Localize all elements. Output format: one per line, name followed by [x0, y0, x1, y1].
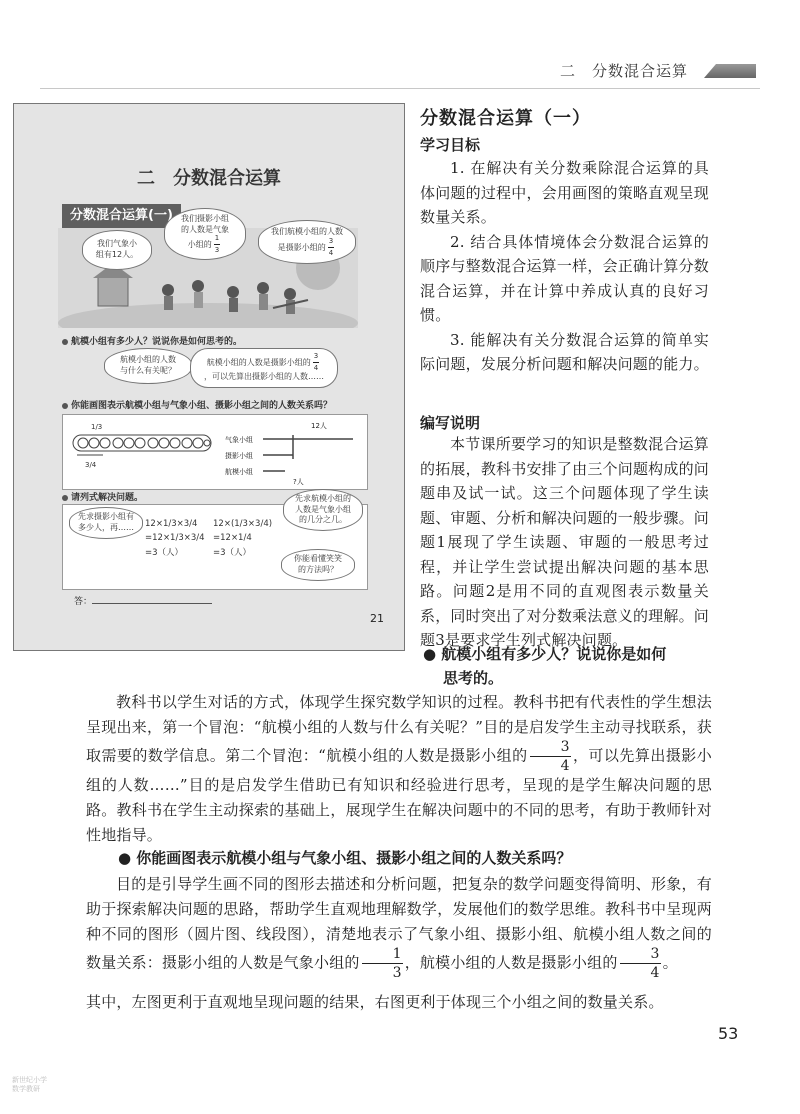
header-tab-decoration — [704, 64, 756, 78]
calc-line: =12×1/3×3/4 — [145, 533, 205, 544]
bubble-text: 多少人，再…… — [78, 523, 134, 532]
bubble-text: 先求摄影小组有 — [78, 512, 134, 522]
calc-line: 12×(1/3×3/4) — [213, 519, 273, 529]
fraction-one-third — [214, 235, 220, 254]
bubble-text: ，可以先算出摄影小组的人数…… — [204, 372, 324, 382]
textbook-page-image — [13, 103, 405, 651]
bullet-question-1 — [423, 642, 713, 690]
fraction-numerator: 1 — [214, 235, 220, 245]
fraction-denominator: 4 — [328, 248, 334, 257]
bubble-calc-right-bottom — [281, 549, 355, 581]
question-text: 你能画图表示航模小组与气象小组、摄影小组之间的人数关系吗？ — [71, 401, 333, 411]
answer-blank — [92, 603, 212, 604]
bubble-text: 先求航模小组的 — [295, 493, 351, 503]
bubble-calc-right-top — [283, 489, 363, 531]
bullet-line: ● 航模小组有多少人？说说你是如何 — [423, 645, 667, 663]
paragraph-text: 。 — [662, 953, 678, 972]
bubble-calc-left — [69, 507, 143, 539]
bullet-question-2: ● 你能画图表示航模小组与气象小组、摄影小组之间的人数关系吗？ — [118, 849, 572, 867]
fraction-one-third — [362, 947, 403, 980]
bubble-text: 的方法吗？ — [298, 565, 338, 574]
bubble-text: 我们气象小 — [97, 239, 137, 249]
fraction-numerator: 1 — [362, 947, 403, 964]
fraction-denominator: 4 — [313, 364, 319, 373]
fraction-denominator: 4 — [650, 965, 660, 981]
goals-list — [420, 156, 709, 377]
body-paragraph-2 — [86, 872, 712, 980]
segment-label-photo: 摄影小组 — [225, 452, 253, 460]
bubble-text: 组有12人。 — [95, 250, 139, 259]
answer-line — [74, 594, 212, 607]
calc-right — [213, 517, 272, 560]
bubble-q1-right — [190, 348, 338, 388]
calc-line: =3（人） — [213, 547, 252, 558]
paragraph-text: 教科书以学生对话的方式，体现学生探究数学知识的过程。教科书把有代表性的学生想法呈现出来，第一个冒泡：“航模小组的人数与什么有关呢？”目的是启发学生主动寻找联系，获取需要的数学信息。第二个冒泡：“航模小组的人数是摄影小组的 — [86, 693, 712, 765]
question-text: 请列式解决问题。 — [71, 493, 144, 503]
bullet-dot — [62, 339, 68, 345]
fraction-denominator: 3 — [392, 965, 402, 981]
bubble-text: 航模小组的人数 — [120, 355, 176, 365]
section-title: 分数混合运算（一） — [420, 108, 591, 129]
segment-total: 12人 — [311, 422, 327, 430]
diagram-panel — [62, 414, 368, 490]
bubble-text: 我们航模小组的人数 — [271, 227, 343, 237]
fraction-numerator: 3 — [620, 947, 661, 964]
body-paragraph-2-end: 其中，左图更利于直观地呈现问题的结果，右图更利于体现三个小组之间的数量关系。 — [86, 993, 664, 1011]
page-number: 53 — [718, 1024, 739, 1043]
bubble-text: 是摄影小组的 — [277, 242, 326, 252]
fraction-numerator: 3 — [328, 238, 334, 248]
textbook-page-number: 21 — [370, 612, 384, 625]
fraction-numerator: 3 — [313, 353, 319, 363]
bubble-weather-group — [82, 230, 152, 270]
bullet-line: 思考的。 — [443, 669, 504, 687]
bubble-q1-left — [104, 348, 192, 384]
segment-label-model: 航模小组 — [225, 468, 253, 476]
watermark-line: 新世纪小学 — [12, 1076, 47, 1084]
watermark-line: 数学教研 — [12, 1085, 40, 1094]
bubble-model-group — [258, 220, 356, 264]
segment-unknown: ?人 — [293, 478, 304, 486]
bubble-text: 人数是气象小组 — [295, 504, 351, 514]
running-header: 二 分数混合运算 — [560, 62, 689, 80]
question-text: 航模小组有多少人？说说你是如何思考的。 — [71, 337, 243, 347]
fraction-three-fourths — [620, 947, 661, 980]
segment-label-weather: 气象小组 — [225, 436, 253, 444]
notes-paragraph: 本节课所要学习的知识是整数混合运算的拓展，教科书安排了由三个问题构成的问题串及试一试。这三个问题体现了学生读题、审题、分析和解决问题的一般步骤。问题1展现了学生读题、审题的一般思考过程，并让学生尝试提出解决问题的基本思路。问题2是用不同的直观图表示数量关系，同时突出了对分数乘法意义的理解。问题3是要求学生列式解决问题。 — [420, 435, 709, 649]
goal-item: 2. 结合具体情境体会分数混合运算的顺序与整数混合运算一样，会正确计算分数混合运算，并在计算中养成认真的良好习惯。 — [420, 232, 709, 324]
bullet-dot — [62, 403, 68, 409]
fraction-denominator: 4 — [560, 758, 570, 774]
textbook-question-3 — [62, 490, 143, 503]
bubble-text: 我们摄影小组 — [181, 213, 229, 223]
fraction-denominator: 3 — [214, 246, 220, 255]
calc-line: =12×1/4 — [213, 533, 252, 544]
calc-line: 12×1/3×3/4 — [145, 519, 198, 529]
textbook-question-2 — [62, 398, 332, 411]
calc-left — [145, 517, 205, 560]
fraction-three-fourths — [328, 238, 334, 257]
textbook-question-1 — [62, 334, 242, 347]
textbook-lesson-title: 分数混合运算(一) — [62, 204, 181, 228]
paragraph-text: ，航模小组的人数是摄影小组的 — [404, 953, 618, 972]
textbook-chapter-title: 二 分数混合运算 — [137, 168, 281, 189]
goals-heading: 学习目标 — [420, 136, 481, 154]
bubble-photo-group — [164, 208, 246, 260]
bubble-text: 你能看懂笑笑 — [294, 554, 342, 564]
paragraph-text: 目的是引导学生画不同的图形去描述和分析问题，把复杂的数学问题变得简明、形象，有助于探索解决问题的思路，帮助学生直观地理解数学，发展他们的数学思维。教科书中呈现两种不同的图形（圆片图、线段图），清楚地表示了气象小组、摄影小组、航模小组人数之间的数量关系：摄影小组的人数是气象小组的 — [86, 875, 712, 972]
paragraph-text: ，可以先算出摄影小组的人数……”目的是启发学生借助已有知识和经验进行思考，呈现的是学生解决问题的思路。教科书在学生主动探索的基础上，展现学生在解决问题中的不同的思考，有助于教师针对性地指导。 — [86, 746, 712, 844]
answer-label: 答： — [74, 597, 93, 607]
fraction-three-fourths — [313, 353, 319, 372]
fraction-numerator: 3 — [530, 740, 571, 757]
bubble-text: 航模小组的人数是摄影小组的 — [206, 358, 311, 368]
goal-item: 3. 能解决有关分数混合运算的简单实际问题，发展分析问题和解决问题的能力。 — [420, 330, 709, 373]
notes-heading: 编写说明 — [420, 414, 481, 432]
bubble-text: 小组的 — [187, 240, 212, 250]
bubble-text: 与什么有关呢？ — [120, 366, 176, 375]
bubble-text: 的人数是气象 — [181, 224, 229, 234]
goal-item: 1. 在解决有关分数乘除混合运算的具体问题的过程中，会用画图的策略直观呈现数量关系。 — [420, 159, 709, 226]
watermark — [12, 1076, 47, 1094]
body-paragraph-1 — [86, 690, 712, 848]
fraction-three-fourths — [530, 740, 571, 773]
bubble-text: 的几分之几。 — [299, 515, 347, 525]
svg-text:1/3: 1/3 — [91, 423, 103, 431]
header-rule — [40, 88, 760, 89]
svg-text:3/4: 3/4 — [85, 461, 97, 469]
calc-line: =3（人） — [145, 547, 184, 558]
bullet-dot — [62, 495, 68, 501]
